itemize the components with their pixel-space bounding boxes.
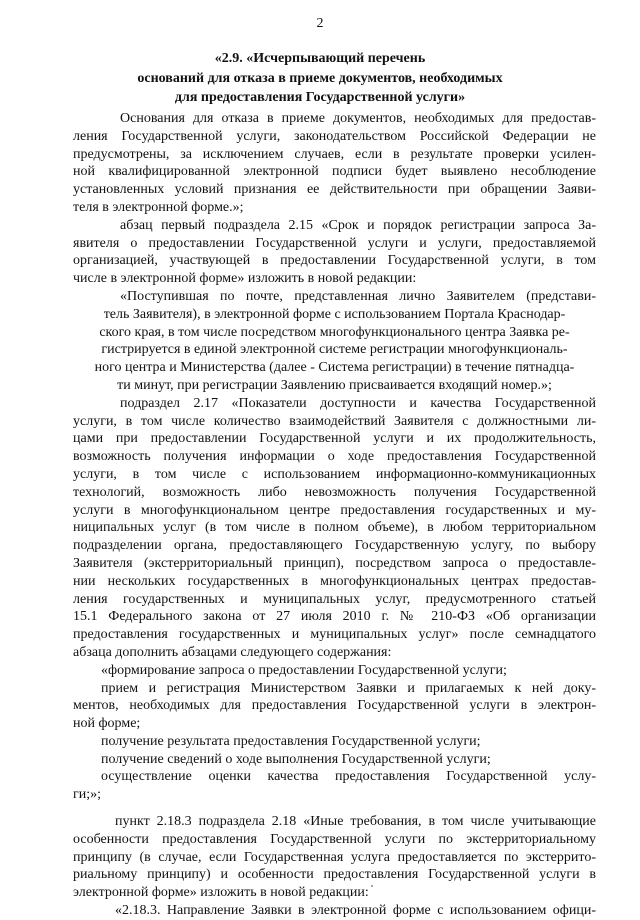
text-line: явителя о предоставлении Государственной услуги и услуги, предоставляемой — [73, 235, 596, 251]
text-line: организацией, участвующей в предоставлении Государственной услуги, в том — [73, 253, 596, 269]
text-line: осуществление оценки качества предоставления Государственной услу- — [101, 769, 596, 785]
text-line: получение сведений о ходе выполнения Государственной услуги; — [101, 751, 491, 767]
text-line: пункт 2.18.3 подраздела 2.18 «Иные требования, в том числе учитывающие — [115, 814, 596, 830]
text-line: электронной форме» изложить в новой редакции: — [73, 885, 369, 901]
text-line: «Поступившая по почте, представленная лично Заявителем (представи- — [120, 288, 596, 304]
text-line: ного центра и Министерства (далее - Система регистрации) в течение пятнадца- — [94, 360, 575, 376]
paragraph-reception — [73, 680, 596, 733]
paragraph-grounds — [73, 110, 596, 217]
text-line: цами при предоставлении Государственной услуги и их продолжительность, — [73, 431, 596, 447]
heading-line: «2.9. «Исчерпывающий перечень — [214, 51, 426, 66]
paragraph-gap — [73, 804, 596, 813]
text-line: технологий, возможность либо невозможность получения Государственной — [73, 484, 596, 500]
text-line: абзац первый подраздела 2.15 «Срок и порядок регистрации запроса За- — [120, 217, 596, 233]
text-line: Заявителя (экстерриториальный принцип), посредством запроса о предоставле- — [73, 555, 596, 571]
text-line: принципу (в случае, если Государственная услуга предоставляется по экстеррито- — [73, 849, 596, 865]
text-line: подразделении органа, предоставляющего Государственную услугу, по выбору — [73, 538, 596, 554]
text-line: услуги, в том числе с использованием информационно-коммуникационных — [73, 466, 596, 482]
text-line: «2.18.3. Направление Заявки в электронной форме с использованием офици- — [115, 903, 596, 919]
paragraph-2-17 — [73, 395, 596, 662]
text-line: подраздел 2.17 «Показатели доступности и качества Государственной — [120, 395, 596, 411]
text-line: 15.1 Федерального закона от 27 июля 2010 г. № 210-ФЗ «Об организации — [73, 609, 596, 625]
text-line: ского края, в том числе посредством многофункционального центра Заявка ре- — [99, 324, 570, 340]
heading-line: оснований для отказа в приеме документов, необходимых — [137, 70, 503, 86]
document-body — [73, 110, 596, 920]
text-line: услуги, в том числе количество взаимодействий Заявителя с должностными ли- — [73, 413, 596, 429]
text-line: возможность получения информации о ходе предоставления Государственной — [73, 449, 596, 465]
paragraph-registration — [73, 288, 596, 395]
section-heading — [0, 49, 640, 108]
paragraph-2-18-3 — [73, 813, 596, 902]
text-line: ления Государственной услуги, законодательством Российской Федерации не — [73, 128, 596, 144]
text-line: прием и регистрация Министерством Заявки и прилагаемых к ней доку- — [101, 680, 596, 696]
text-line: услуги в многофункциональном центре предоставления государственных и му- — [73, 502, 596, 518]
text-line: нии нескольких государственных в многофункциональных центрах предостав- — [73, 573, 596, 589]
text-line: ниципальных услуг (в том числе в полном объеме), в любом территориальном — [73, 520, 596, 536]
text-line: установленных условий признания ее действительности при обращении Заяви- — [73, 182, 596, 198]
scan-speck — [371, 885, 373, 887]
text-line: теля в электронной форме.»; — [73, 199, 244, 215]
text-line: особенности предоставления Государственной услуги по экстерриториальному — [73, 831, 596, 847]
text-line: предоставления государственных и муниципальных услуг» после семнадцатого — [73, 627, 596, 643]
text-line: ной форме; — [73, 716, 141, 732]
paragraph-quality — [73, 768, 596, 804]
text-line: ментов, необходимых для предоставления Государственной услуги в электрон- — [73, 698, 596, 714]
text-line: риальному принципу) и особенности предоставления Государственной услуги в — [73, 867, 596, 883]
text-line: ти минут, при регистрации Заявлению присваивается входящий номер.»; — [117, 377, 552, 393]
text-line: предусмотрены, за исключением случаев, если в результате проверки усилен- — [73, 146, 596, 162]
text-line: абзаца дополнить абзацами следующего содержания: — [73, 644, 392, 660]
text-line: числе в электронной форме» изложить в новой редакции: — [73, 271, 417, 287]
heading-line: для предоставления Государственной услуги» — [174, 90, 466, 105]
text-line: ной квалифицированной электронной подписи будет выявлено несоблюдение — [73, 164, 596, 180]
text-line: Основания для отказа в приеме документов, необходимых для предостав- — [120, 111, 596, 126]
text-line: ги;»; — [73, 787, 102, 803]
text-line: тель Заявителя), в электронной форме с использованием Портала Краснодар- — [103, 306, 566, 322]
text-line: получение результата предоставления Государственной услуги; — [101, 733, 481, 749]
text-line: гистрируется в единой электронной системе регистрации многофункциональ- — [101, 342, 568, 358]
page-number: 2 — [316, 16, 324, 31]
text-line: «формирование запроса о предоставлении Государственной услуги; — [101, 662, 507, 678]
paragraph-2-15 — [73, 217, 596, 288]
text-line: ления государственных и муниципальных услуг, предусмотренного статьей — [73, 591, 596, 607]
